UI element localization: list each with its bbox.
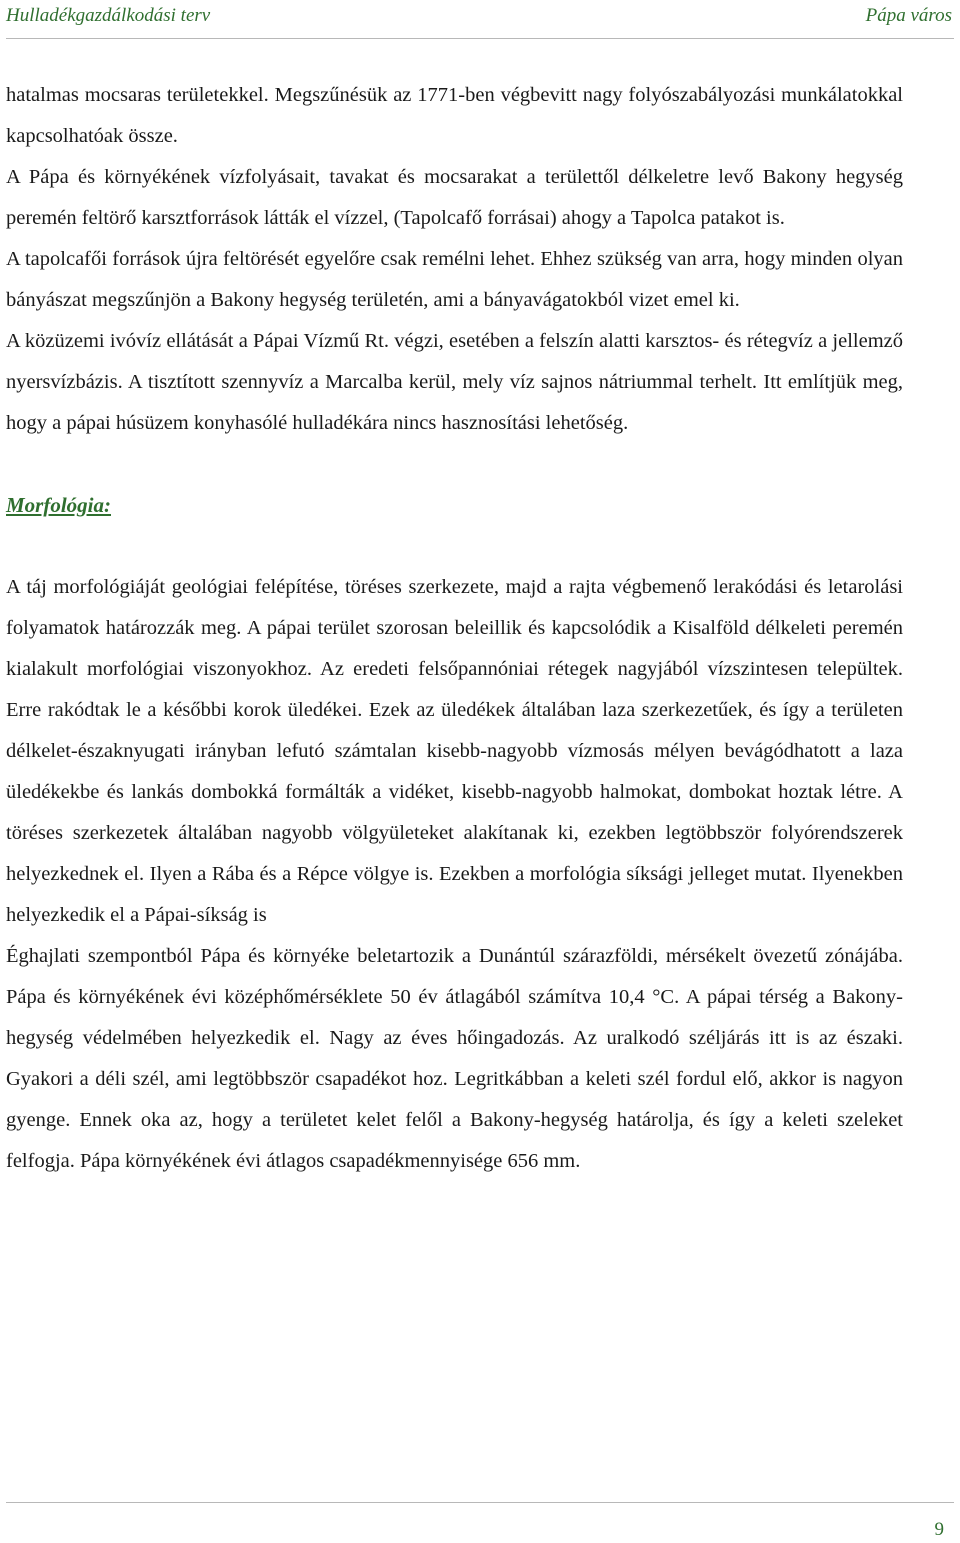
- city-name: Pápa város: [865, 5, 952, 26]
- page-footer: [6, 1502, 954, 1543]
- paragraph-tapolcafo: A tapolcafői források újra feltörését egyelőre csak remélni lehet. Ehhez szükség van arra, hogy minden olyan bányászat megszűnjön a Bakony hegység területén, ami a bányavágatokból vizet emel ki.: [6, 248, 903, 311]
- paragraph-water-supply: A közüzemi ivóvíz ellátását a Pápai Vízmű Rt. végzi, esetében a felszín alatti karsztos- és rétegvíz a jellemző nyersvízbázis. A tisztított szennyvíz a Marcalba kerül, mely víz sajnos nátriummal terhelt. Itt említjük meg, hogy a pápai húsüzem konyhasólé hulladékára nincs hasznosítási lehetőség.: [6, 330, 903, 434]
- section-heading-morphology: Morfológia:: [6, 493, 111, 517]
- paragraph-climate: Éghajlati szempontból Pápa és környéke beletartozik a Dunántúl szárazföldi, mérsékelt övezetű zónájába. Pápa és környékének évi középhőmérséklete 50 év átlagából számítva 10,4 °C. A pápai térség a Bakony-hegység védelmében helyezkedik el. Nagy az éves hőingadozás. Az uralkodó széljárás itt is az északi. Gyakori a déli szél, ami legtöbbször csapadékot hoz. Legritkábban a keleti szél fordul elő, akkor is nagyon gyenge. Ennek oka az, hogy a területet kelet felől a Bakony-hegység határolja, és így a keleti szeleket felfogja. Pápa környékének évi átlagos csapadékmennyisége 656 mm.: [6, 945, 903, 1172]
- page-number: 9: [934, 1519, 944, 1540]
- paragraph-marshes: hatalmas mocsaras területekkel. Megszűnésük az 1771-ben végbevitt nagy folyószabályozási munkálatokkal kapcsolhatóak össze.: [6, 84, 903, 147]
- paragraph-springs: A Pápa és környékének vízfolyásait, tavakat és mocsarakat a területtől délkeletre levő Bakony hegység peremén feltörő karsztforrások látták el vízzel, (Tapolcafő forrásai) ahogy a Tapolca patakot is.: [6, 166, 903, 229]
- paragraph-morphology: A táj morfológiáját geológiai felépítése, töréses szerkezete, majd a rajta végbemenő lerakódási és letarolási folyamatok határozzák meg. A pápai terület szorosan beleillik és kapcsolódik a Kisalföld délkeleti peremén kialakult morfológiai viszonyokhoz. Az eredeti felsőpannóniai rétegek nagyjából vízszintesen települtek. Erre rakódtak le a későbbi korok üledékei. Ezek az üledékek általában laza szerkezetűek, és így a területen délkelet-északnyugati irányban lefutó számtalan kisebb-nagyobb vízmosás mélyen bevágódhatott a laza üledékekbe és lankás dombokká formálták a vidéket, kisebb-nagyobb halmokat, dombokat hoztak létre. A töréses szerkezetek általában nagyobb völgyületeket alakítanak ki, ezekben legtöbbször folyórendszerek helyezkednek el. Ilyen a Rába és a Répce völgye is. Ezekben a morfológia síksági jelleget mutat. Ilyenekben helyezkedik el a Pápai-síkság is: [6, 576, 903, 926]
- page-header: [6, 0, 954, 39]
- document-body: [6, 75, 903, 1182]
- document-title: Hulladékgazdálkodási terv: [6, 5, 211, 26]
